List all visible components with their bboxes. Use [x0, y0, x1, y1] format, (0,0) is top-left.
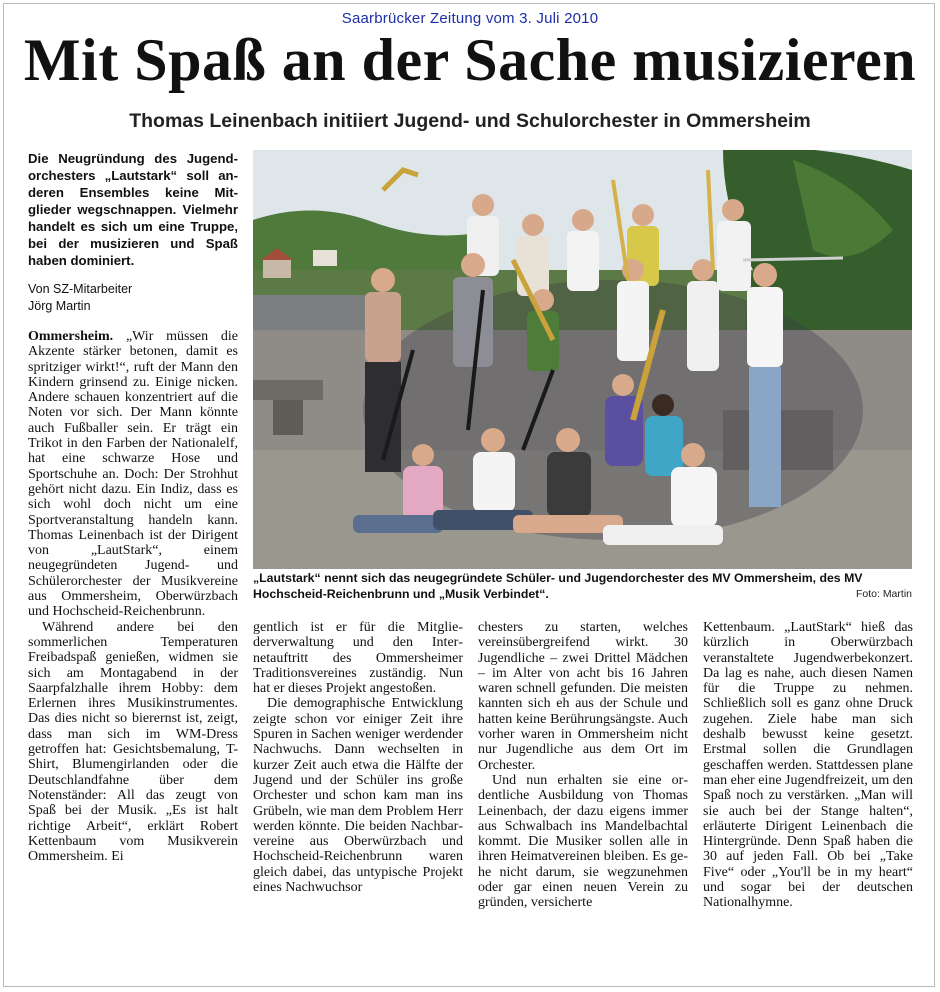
- column-2: [253, 620, 463, 895]
- byline-line-1: Von SZ-Mitarbeiter: [28, 282, 133, 296]
- paragraph: Während andere bei den sommerlichen Temperaturen Freibadspaß genießen, widmen sie sich am Montagabend in der Saarpfalzhalle ihrem Hobby: dem Erlernen ihres Musikinstrumentes. Das dies nicht so bierernst ist, zeigt, dass man sich im WM-Dress getroffen hat: Gesichtsbemalung, T-Shirt, Blumengirlanden oder die Deutschlandfahne über dem Notenständer: All das zeugt von Spaß bei der Musik. „Es ist halt richtige Arbeit“, erklärt Robert Kettenbaum vom Musikverein Ommersheim. Ei: [28, 619, 238, 865]
- photo-caption: „Lautstark“ nennt sich das neugegründete Schüler- und Jugendorchester des MV Ommersheim, des MV Hochscheid-Reichenbrunn und „Musik Verbindet“.: [253, 571, 863, 601]
- paragraph-text: „Wir müssen die Akzente stärker betonen, damit es spritziger wirkt!“, ruft der Mann den Kindern grinsend zu. Einige nicken. Andere schauen konzentriert auf die Noten vor sich. Der Mann könnte auch Fußballer sein. Er trägt ein Trikot in den Farben der Nationalelf, hat eine schwarze Hose und Sportschuhe an. Doch: Der Strohhut gehört nicht dazu. Ein Indiz, dass es sich wohl doch nicht um eine Sportveranstaltung handeln kann. Thomas Leinenbach ist der Dirigent von „LautStark“, einem neugegründeten Jugend- und Schülerorchester der Musikvereine aus Ommersheim, Oberwürzbach und Hochscheid-Reichenbrunn.: [28, 329, 239, 620]
- column-3: [478, 620, 688, 911]
- paragraph: [28, 329, 238, 620]
- paragraph: Und nun erhalten sie eine ordentliche Ausbildung von Thomas Leinenbach, der dazu eigens immer aus Schwalbach ins Mandelbachtal kommt. Die Musiker sollen alle in ihren Heimatvereinen bleiben. Es gehe nicht darum, sie wegzunehmen oder gar einen neuen Verein zu gründen, versicherte: [478, 772, 688, 911]
- dateline: Ommersheim.: [28, 329, 114, 344]
- headline: Mit Spaß an der Sache musizieren: [23, 27, 917, 93]
- column-4: [703, 620, 913, 911]
- paragraph: gentlich ist er für die Mitgliederverwaltung und den Internetauftritt des Ommersheimer Traditionsvereines zuständig. Nun hat er dieses Projekt angestoßen.: [253, 620, 463, 697]
- group-photo-illustration: [253, 150, 912, 569]
- source-label: Saarbrücker Zeitung vom 3. Juli 2010: [341, 10, 599, 27]
- paragraph: Die demographische Entwicklung zeigte schon vor einiger Zeit ihre Spuren in Sachen weniger werdender Nachwuchs. Dann wechselten in kurzer Zeit auch etwa die Hälfte der Jugend und der Schüler ins große Orchester und schon kam man ins Grübeln, wie man dem Problem Herr werden könnte. Die beiden Nachbarvereine aus Oberwürzbach und Hochscheid-Reichenbrunn waren gleich dabei, das untypische Projekt eines Nachwuchsor: [253, 696, 463, 896]
- byline: [28, 281, 238, 315]
- photo-credit: Foto: Martin: [855, 588, 912, 600]
- subheadline: Thomas Leinenbach initiiert Jugend- und Schulorchester in Ommersheim: [129, 110, 811, 132]
- paragraph: chesters zu starten, welches vereinsübergreifend wirkt. 30 Jugendliche – zwei Drittel Mädchen – im Alter von acht bis 16 Jahren waren schnell gefunden. Die meisten kannten sich eh aus der Schule und hatten keine Berührungsängste. Auch vorher waren in Ommersheim nicht nur Jugendliche aus dem Ort im Orchester.: [478, 620, 688, 773]
- paragraph: Kettenbaum. „LautStark“ hieß das kürzlich in Oberwürzbach veranstaltete Jugendwerbekonzert. Da lag es nahe, auch diesen Namen für die Truppe zu nehmen. Schließlich soll es ganz ohne Druck zugehen. Ziele habe man sich deshalb bewusst keine gesetzt. Erstmal sollen die Grundlagen geschaffen werden. Stattdessen plane man eher eine Jugendfreizeit, um den Spaß noch zu verstärken. „Man will sie auch bei der Stange halten“, erläuterte Dirigent Leinenbach die Hintergründe. Denn Spaß haben die 30 auf jeden Fall. Ob bei „Take Five“ oder „You'll be in my heart“ und sogar bei der deutschen Nationalhymne.: [703, 620, 913, 911]
- byline-line-2: Jörg Martin: [28, 299, 91, 313]
- column-1: [28, 150, 238, 864]
- intro-text: Die Neugründung des Jugendorchesters „Lautstark“ soll anderen Ensembles keine Mitglieder wegschnappen. Vielmehr handelt es sich um eine Truppe, bei der musizieren und Spaß haben dominiert.: [28, 151, 238, 268]
- group-photo: [253, 150, 912, 569]
